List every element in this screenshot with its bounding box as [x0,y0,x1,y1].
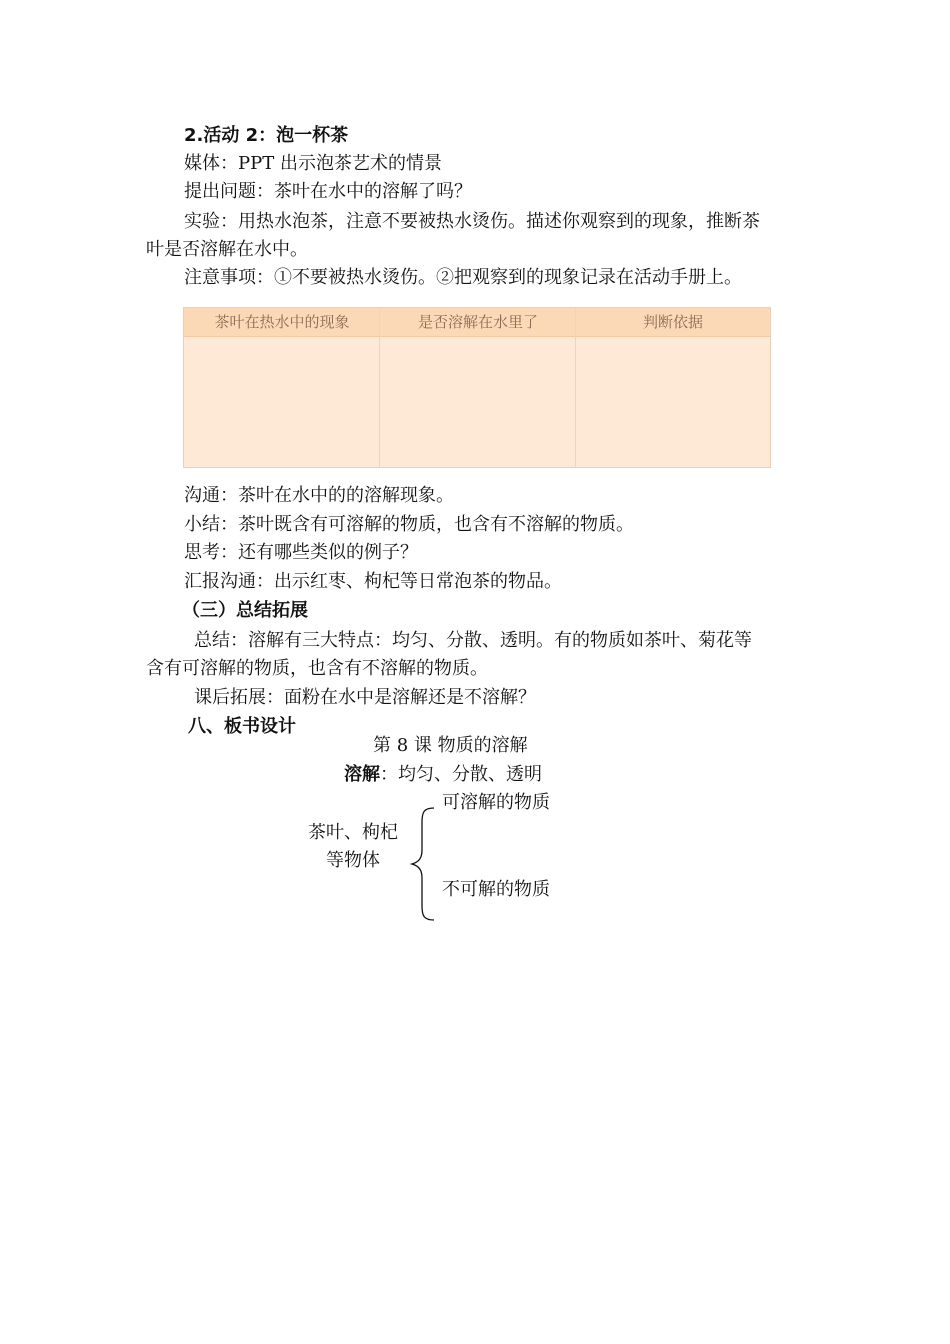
extension-line: 课后拓展：面粉在水中是溶解还是不溶解？ [194,687,536,708]
subject-line-2: 等物体 [326,850,380,871]
subject-line-1: 茶叶、枸杞 [308,822,398,843]
table-divider [575,308,576,467]
table-header-dissolved: 是否溶解在水里了 [417,313,538,331]
question-line: 提出问题：茶叶在水中的溶解了吗？ [184,181,472,202]
dissolve-label: 溶解 [344,764,380,785]
experiment-line-2: 叶是否溶解在水中。 [146,239,308,260]
conclusion-line-2: 含有可溶解的物质，也含有不溶解的物质。 [146,658,488,679]
experiment-line-1: 实验：用热水泡茶，注意不要被热水烫伤。描述你观察到的现象，推断茶 [184,211,760,232]
section8-heading: 八、板书设计 [188,716,296,737]
record-table-header [184,308,770,337]
lesson-title: 第 8 课 物质的溶解 [373,735,528,756]
record-table [183,307,771,468]
summary-line: 小结：茶叶既含有可溶解的物质，也含有不溶解的物质。 [184,514,634,535]
conclusion-line-1: 总结：溶解有三大特点：均匀、分散、透明。有的物质如茶叶、菊花等 [194,630,752,651]
dissolve-features: ：均匀、分散、透明 [380,764,542,785]
table-divider [379,308,380,467]
branch-insoluble: 不可解的物质 [442,879,550,900]
communicate-line: 沟通：茶叶在水中的的溶解现象。 [184,485,454,506]
media-line: 媒体：PPT 出示泡茶艺术的情景 [184,153,442,174]
think-line: 思考：还有哪些类似的例子？ [184,542,418,563]
section3-heading: （三）总结拓展 [182,600,308,621]
report-line: 汇报沟通：出示红枣、枸杞等日常泡茶的物品。 [184,571,562,592]
table-header-phenomenon: 茶叶在热水中的现象 [214,313,350,331]
curly-brace-icon [410,806,436,922]
notes-line: 注意事项：①不要被热水烫伤。②把观察到的现象记录在活动手册上。 [184,267,742,288]
activity-heading: 2.活动 2：泡一杯茶 [184,125,349,146]
table-header-basis: 判断依据 [642,313,703,331]
branch-soluble: 可溶解的物质 [442,792,550,813]
dissolve-features-line [344,763,542,787]
